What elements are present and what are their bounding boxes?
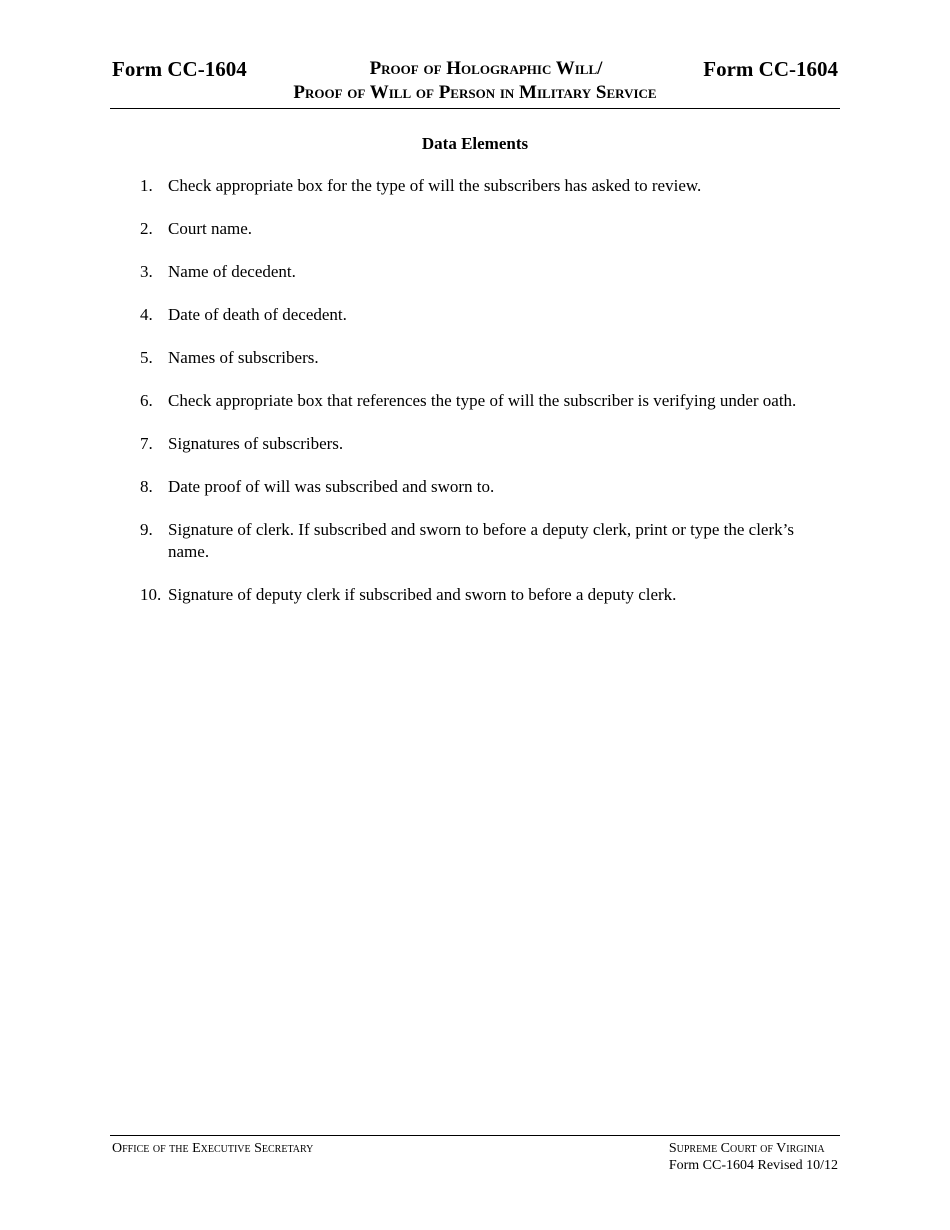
item-text: Court name. <box>168 219 253 238</box>
item-number: 7. <box>140 434 153 453</box>
footer-court-info <box>669 1140 838 1174</box>
form-number-right: Form CC-1604 <box>703 57 838 81</box>
item-text: Name of decedent. <box>168 262 296 281</box>
item-text: Check appropriate box that references the type of will the subscriber is verifying under oath. <box>168 391 797 410</box>
page-footer <box>110 1135 840 1173</box>
form-title-line-1: Proof of Holographic Will/ <box>369 58 603 79</box>
page-header <box>110 56 840 109</box>
list-item <box>140 390 830 412</box>
footer-office: Office of the Executive Secretary <box>112 1141 314 1156</box>
item-text: Signature of clerk. If subscribed and sworn to before a deputy clerk, print or type the clerk’s name. <box>168 520 794 561</box>
item-text: Date of death of decedent. <box>168 305 347 324</box>
item-number: 5. <box>140 348 153 367</box>
footer-form-revision: Form CC-1604 Revised 10/12 <box>668 1158 838 1173</box>
list-item <box>140 433 830 455</box>
item-text: Date proof of will was subscribed and sworn to. <box>168 477 495 496</box>
section-title: Data Elements <box>421 134 529 153</box>
list-item <box>140 304 830 326</box>
list-item <box>140 476 830 498</box>
item-text: Check appropriate box for the type of will the subscribers has asked to review. <box>168 176 702 195</box>
footer-court-name: Supreme Court of Virginia <box>668 1141 825 1156</box>
item-number: 8. <box>140 477 153 496</box>
item-text: Signature of deputy clerk if subscribed and sworn to before a deputy clerk. <box>168 585 677 604</box>
data-elements-list <box>140 175 830 627</box>
item-number: 4. <box>140 305 153 324</box>
form-number-left: Form CC-1604 <box>112 57 247 81</box>
item-number: 1. <box>140 176 153 195</box>
list-item <box>140 218 830 240</box>
form-title-line-2: Proof of Will of Person in Military Service <box>293 82 657 103</box>
list-item <box>140 347 830 369</box>
list-item <box>140 175 830 197</box>
item-number: 6. <box>140 391 153 410</box>
item-number: 3. <box>140 262 153 281</box>
item-number: 10. <box>140 585 162 604</box>
list-item <box>140 519 830 563</box>
item-number: 2. <box>140 219 153 238</box>
item-number: 9. <box>140 520 153 539</box>
item-text: Signatures of subscribers. <box>168 434 344 453</box>
item-text: Names of subscribers. <box>168 348 319 367</box>
list-item <box>140 261 830 283</box>
list-item <box>140 584 830 606</box>
